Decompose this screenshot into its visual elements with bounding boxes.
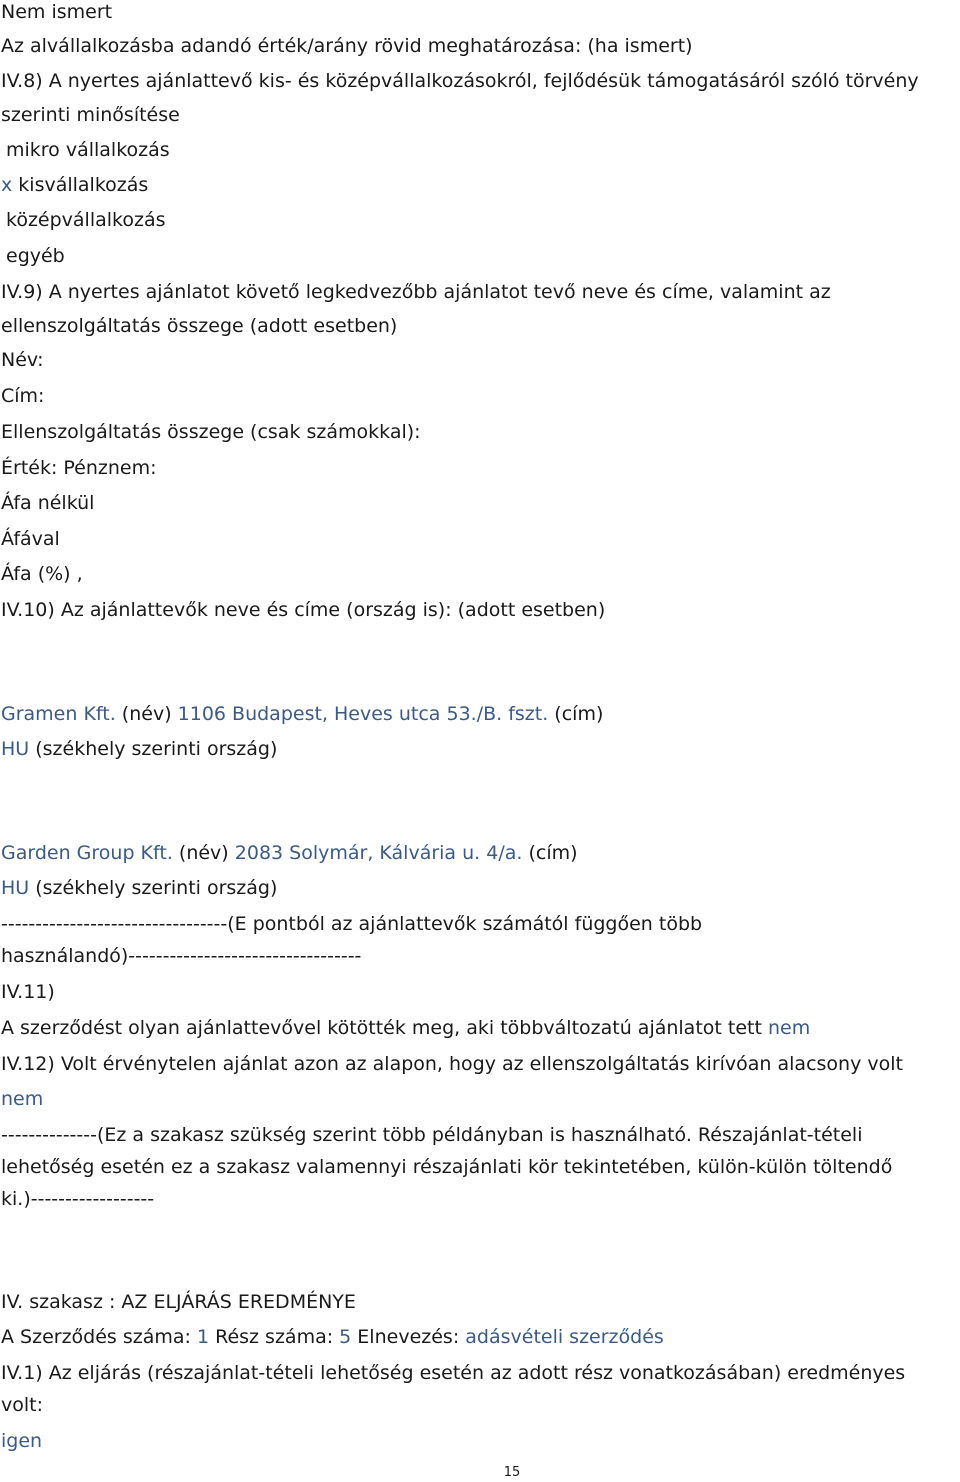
iv12-answer-value: nem [1, 1088, 44, 1110]
separator-note-line: ---------------------------------(E pontból az ajánlattevők számától függően több [1, 913, 703, 935]
bidder-2-address-label: (cím) [522, 842, 578, 864]
contract-part-label: Rész száma: [209, 1326, 340, 1348]
field-address-label: Cím: [1, 385, 45, 407]
iv1-answer [1, 1429, 42, 1453]
separator-note-line-cont: használandó)---------------------------------- [1, 945, 362, 967]
option-small [1, 173, 148, 197]
option-small-label: kisvállalkozás [12, 174, 149, 196]
bidder-2-name: Garden Group Kft. [1, 842, 173, 864]
section-note-line-cont: lehetőség esetén ez a szakasz valamennyi részajánlati kör tekintetében, külön-külön töltendő [1, 1156, 893, 1178]
bidder-1-name-label: (név) [115, 703, 178, 725]
section-heading: IV. szakasz : AZ ELJÁRÁS EREDMÉNYE [1, 1291, 356, 1313]
line-iv12-heading: IV.12) Volt érvénytelen ajánlat azon az alapon, hogy az ellenszolgáltatás kirívóan alacsony volt [1, 1053, 903, 1075]
field-vat-percent-label: Áfa (%) , [1, 563, 83, 585]
iv11-question-text: A szerződést olyan ajánlattevővel kötötték meg, aki többváltozatú ajánlatot tett [1, 1017, 768, 1039]
bidder-1-country: HU [1, 738, 30, 760]
field-value-currency-label: Érték: Pénznem: [1, 457, 157, 479]
field-name-label: Név: [1, 349, 44, 371]
contract-title-label: Elnevezés: [351, 1326, 466, 1348]
bidder-2-country-label: (székhely szerinti ország) [29, 877, 278, 899]
option-other: egyéb [6, 245, 65, 267]
line-iv1-heading-cont: volt: [1, 1394, 43, 1416]
line-iv1-heading: IV.1) Az eljárás (részajánlat-tételi lehetőség esetén az adott rész vonatkozásában) eredményes [1, 1362, 906, 1384]
line-subcontract-label: Az alvállalkozásba adandó érték/arány rövid meghatározása: (ha ismert) [1, 35, 693, 57]
contract-number-label: A Szerződés száma: [1, 1326, 197, 1348]
iv12-answer [1, 1087, 43, 1111]
field-amount-label: Ellenszolgáltatás összege (csak számokkal): [1, 421, 421, 443]
section-note-line-end: ki.)------------------ [1, 1188, 155, 1210]
bidder-2-address: 2083 Solymár, Kálvária u. 4/a. [234, 842, 523, 864]
bidder-1-address: 1106 Budapest, Heves utca 53./B. fszt. [177, 703, 549, 725]
line-iv10-heading: IV.10) Az ajánlattevők neve és címe (ország is): (adott esetben) [1, 599, 606, 621]
line-iv9-heading-cont: ellenszolgáltatás összege (adott esetben) [1, 315, 398, 337]
bidder-2-name-line [1, 841, 578, 865]
line-iv8-heading-cont: szerinti minősítése [1, 104, 180, 126]
line-iv11-question [1, 1016, 810, 1040]
bidder-2-country: HU [1, 877, 30, 899]
line-iv9-heading: IV.9) A nyertes ajánlatot követő legkedvezőbb ajánlatot tevő neve és címe, valamint az [1, 281, 831, 303]
bidder-1-name: Gramen Kft. [1, 703, 116, 725]
bidder-2-country-line [1, 876, 277, 900]
line-nem-ismert: Nem ismert [1, 1, 113, 23]
line-iv8-heading: IV.8) A nyertes ajánlattevő kis- és középvállalkozásokról, fejlődésük támogatásáról szóló törvény [1, 70, 919, 92]
contract-part: 5 [339, 1326, 352, 1348]
line-iv11-heading: IV.11) [1, 981, 55, 1003]
bidder-1-country-label: (székhely szerinti ország) [29, 738, 278, 760]
option-medium: középvállalkozás [6, 209, 166, 231]
bidder-1-country-line [1, 737, 277, 761]
bidder-1-address-label: (cím) [548, 703, 604, 725]
contract-number: 1 [196, 1326, 210, 1348]
option-micro: mikro vállalkozás [6, 139, 170, 161]
field-with-vat-label: Áfával [1, 528, 60, 550]
iv11-answer: nem [767, 1017, 811, 1039]
bidder-1-name-line [1, 702, 603, 726]
field-without-vat-label: Áfa nélkül [1, 492, 95, 514]
contract-title: adásvételi szerződés [465, 1326, 664, 1348]
iv1-answer-value: igen [1, 1430, 43, 1452]
page-number: 15 [503, 1465, 521, 1480]
bidder-2-name-label: (név) [172, 842, 235, 864]
selected-mark: x [1, 174, 13, 196]
contract-info-line [1, 1325, 664, 1349]
section-note-line: --------------(Ez a szakasz szükség szerint több példányban is használható. Részajánlat-tételi [1, 1124, 863, 1146]
